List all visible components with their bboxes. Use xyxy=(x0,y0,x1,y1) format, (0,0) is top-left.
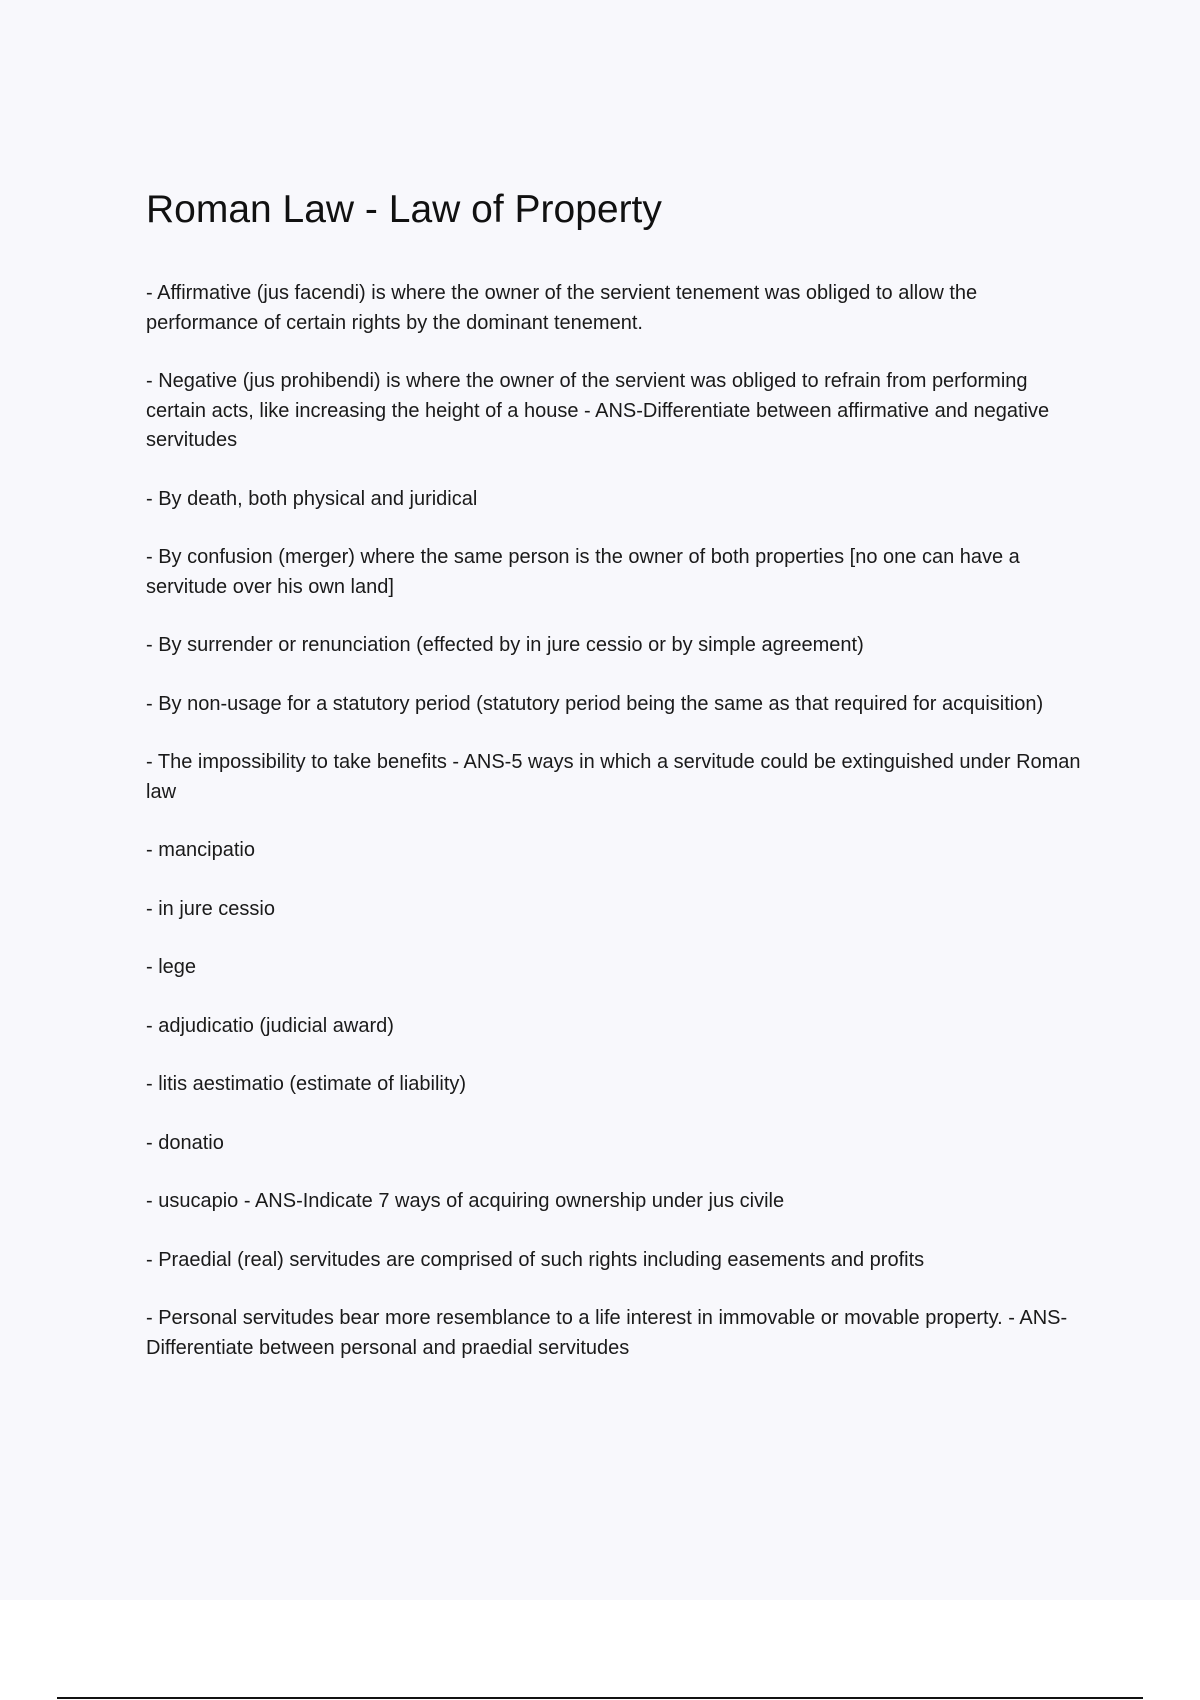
paragraph-lege: - lege xyxy=(146,956,197,978)
paragraph-litis-aestimatio: - litis aestimatio (estimate of liability) xyxy=(146,1073,467,1095)
paragraph-in-jure-cessio: - in jure cessio xyxy=(146,897,275,920)
document-content xyxy=(146,185,1086,1392)
paragraph-impossibility: - The impossibility to take benefits - ANS-5 ways in which a servitude could be extinguished under Roman law xyxy=(146,751,1081,803)
paragraph-by-confusion: - By confusion (merger) where the same person is the owner of both properties [no one can have a servitude over his own land] xyxy=(146,546,1020,598)
page-title: Roman Law - Law of Property xyxy=(146,188,662,231)
paragraph-usucapio: - usucapio - ANS-Indicate 7 ways of acquiring ownership under jus civile xyxy=(146,1190,785,1212)
paragraph-by-non-usage: - By non-usage for a statutory period (statutory period being the same as that required for acquisition) xyxy=(146,692,1044,715)
paragraph-negative-servitude: - Negative (jus prohibendi) is where the owner of the servient was obliged to refrain from performing certain acts, like increasing the height of a house - ANS-Differentiate between affirmative and negative servitudes xyxy=(146,370,1050,451)
footer-divider xyxy=(57,1697,1143,1699)
paragraph-donatio: - donatio xyxy=(146,1131,224,1154)
paragraph-adjudicatio: - adjudicatio (judicial award) xyxy=(146,1014,394,1037)
paragraph-by-surrender: - By surrender or renunciation (effected by in jure cessio or by simple agreement) xyxy=(146,634,864,656)
paragraph-by-death: - By death, both physical and juridical xyxy=(146,487,478,510)
paragraph-affirmative-servitude: - Affirmative (jus facendi) is where the owner of the servient tenement was obliged to allow the performance of certain rights by the dominant tenement. xyxy=(146,282,978,334)
paragraph-list xyxy=(146,279,1086,1363)
paragraph-praedial-servitudes: - Praedial (real) servitudes are comprised of such rights including easements and profits xyxy=(146,1248,925,1271)
paragraph-mancipatio: - mancipatio xyxy=(146,839,255,861)
paragraph-personal-servitudes: - Personal servitudes bear more resemblance to a life interest in immovable or movable property. - ANS-Differentiate between personal and praedial servitudes xyxy=(146,1307,1068,1359)
